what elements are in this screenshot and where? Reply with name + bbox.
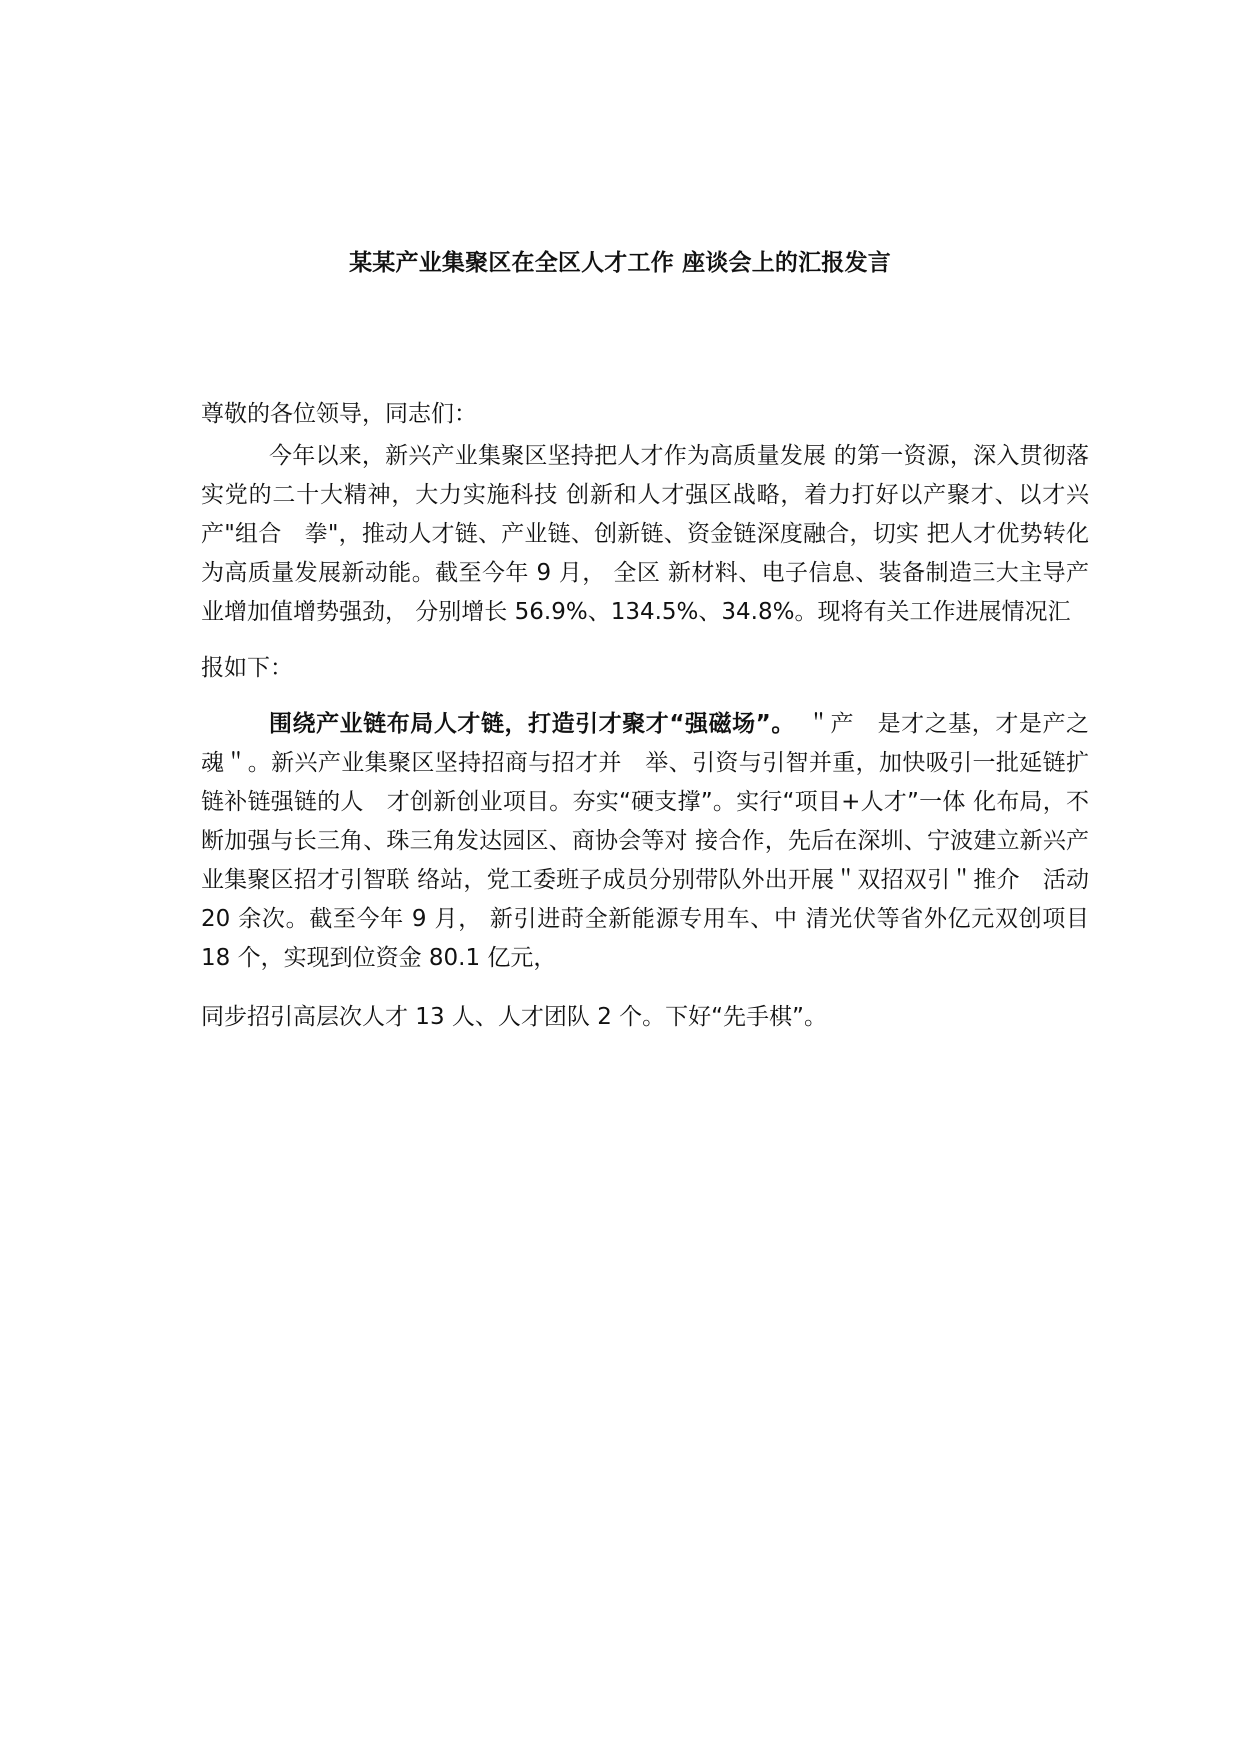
paragraph-talent-chain-text: ＂产 是才之基，才是产之魂＂。新兴产业集聚区坚持招商与招才并 举、引资与引智并重，加快吸引一批延链扩链补链强链的人 才创新创业项目。夯实“硬支撑”。实行“项目+人才”一体 化布局，不断加强与长三角、珠三角发达园区、商协会等对 接合作，先后在深圳、宁波建立新兴产业集聚区招才引智联 络站，党工委班子成员分别带队外出开展＂双招双引＂推介 活动 20 余次。截至今年 9 月， 新引进莳全新能源专用车、中 清光伏等省外亿元双创项目 18 个，实现到位资金 80.1 亿元， <box>201 711 1090 971</box>
salutation: 尊敬的各位领导，同志们： <box>201 401 477 427</box>
paragraph-closing: 同步招引高层次人才 13 人、人才团队 2 个。下好“先手棋”。 <box>201 1004 827 1030</box>
document-title: 某某产业集聚区在全区人才工作 座谈会上的汇报发言 <box>349 250 891 276</box>
paragraph-intro-continuation: 报如下： <box>201 655 293 681</box>
paragraph-lead-heading: 围绕产业链布局人才链，打造引才聚才“强磁场”。 <box>269 711 784 737</box>
document-body <box>201 395 1089 1037</box>
paragraph-talent-chain <box>201 705 1089 978</box>
paragraph-intro: 今年以来，新兴产业集聚区坚持把人才作为高质量发展 的第一资源，深入贯彻落实党的二十大精神，大力实施科技 创新和人才强区战略，着力打好以产聚才、以才兴产"组合 拳"，推动人才链、产业链、创新链、资金链深度融合，切实 把人才优势转化为高质量发展新动能。截至今年 9 月， 全区 新材料、电子信息、装备制造三大主导产业增加值增势强劲， 分别增长 56.9%、134.5%、34.8%。现将有关工作进展情况汇 <box>201 443 1089 625</box>
